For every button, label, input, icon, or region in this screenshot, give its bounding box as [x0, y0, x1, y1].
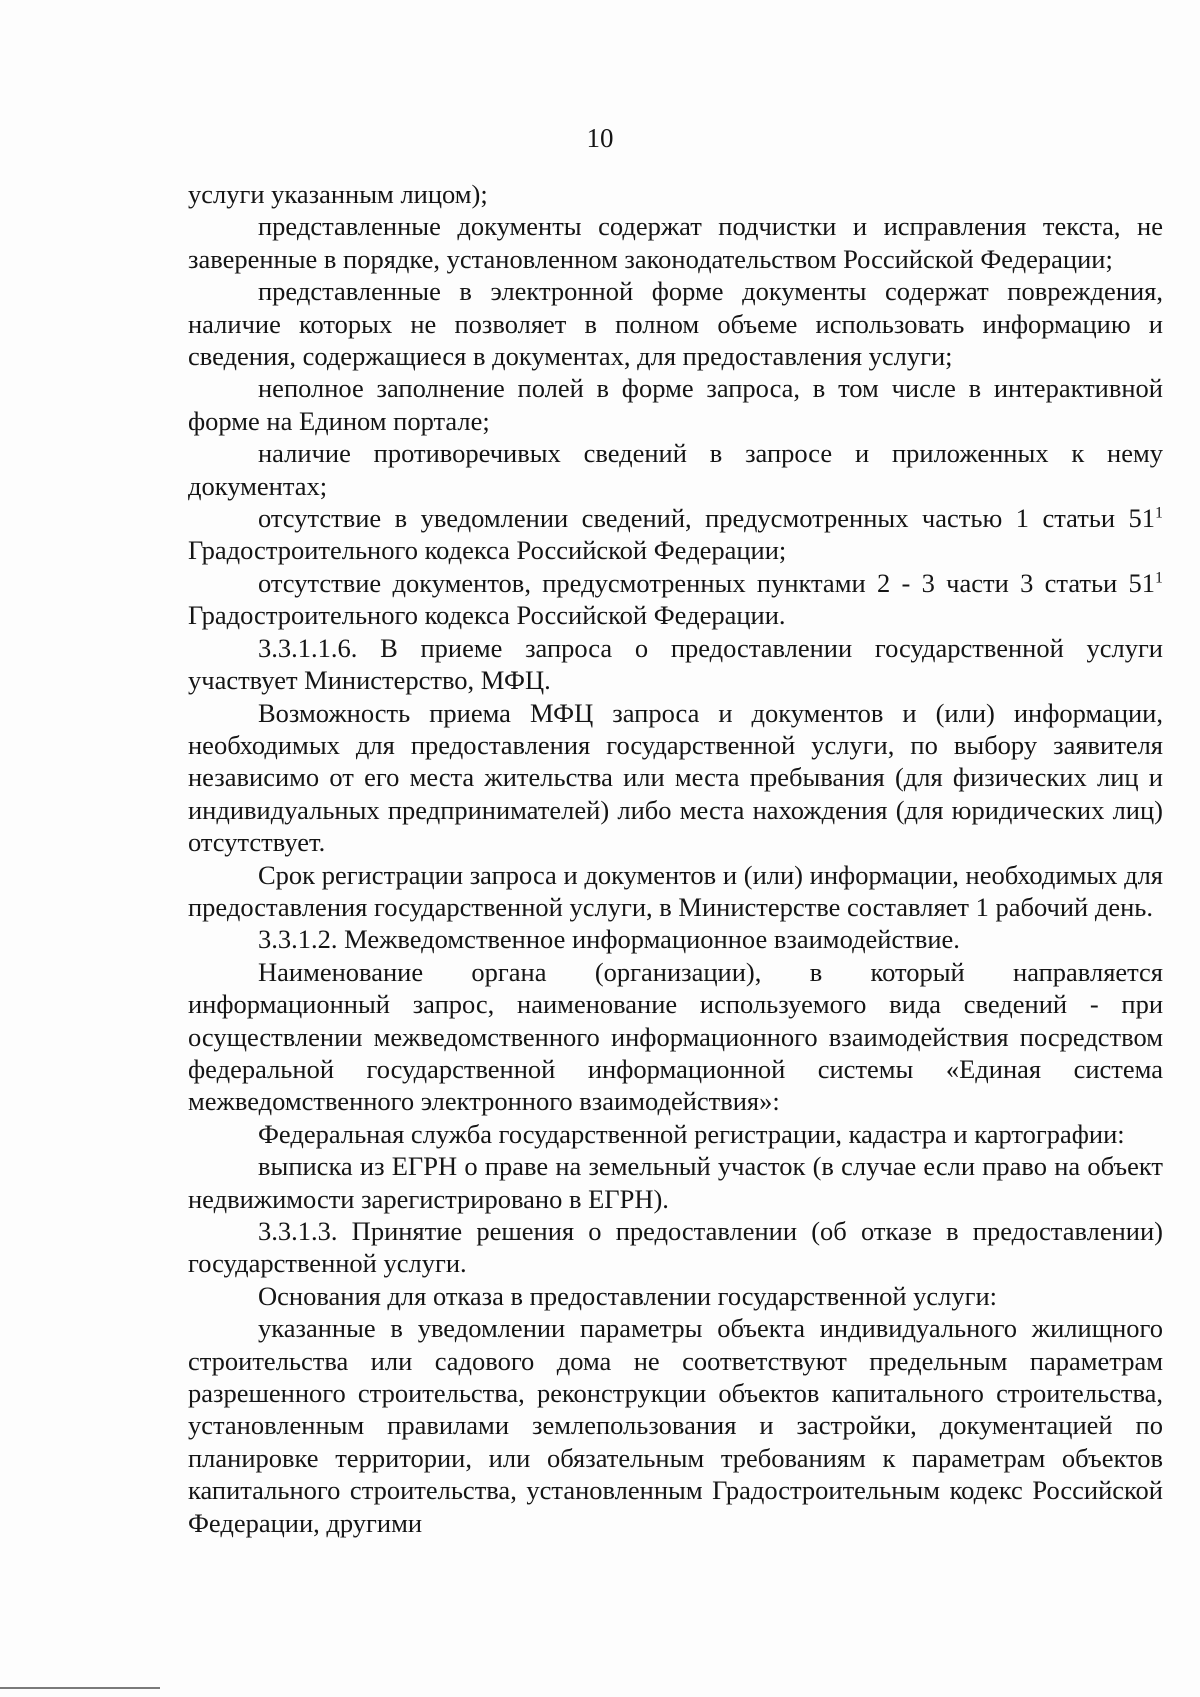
paragraph: 3.3.1.3. Принятие решения о предоставлении (об отказе в предоставлении) государственной услуги. — [188, 1216, 1163, 1279]
paragraph-text: отсутствие документов, предусмотренных пунктами 2 - 3 части 3 статьи 51 — [258, 567, 1156, 598]
paragraph-text: Градостроительного кодекса Российской Федерации; — [188, 535, 787, 566]
document-body — [188, 178, 1163, 1539]
paragraph: Основания для отказа в предоставлении государственной услуги: — [258, 1280, 998, 1311]
paragraph: представленные в электронной форме документы содержат повреждения, наличие которых не позволяет в полном объеме использовать информацию и сведения, содержащиеся в документах, для предоставления услуги; — [188, 276, 1163, 372]
paragraph: услуги указанным лицом); — [188, 179, 488, 209]
paragraph: Наименование органа (организации), в который направляется информационный запрос, наименование используемого вида сведений - при осуществлении межведомственного информационного взаимодействия посредством федеральной государственной информационной системы «Единая система межведомственного электронного взаимодействия»: — [188, 956, 1163, 1117]
paragraph: Срок регистрации запроса и документов и (или) информации, необходимых для предоставления государственной услуги, в Министерстве составляет 1 рабочий день. — [188, 859, 1163, 922]
paragraph-text: отсутствие в уведомлении сведений, предусмотренных частью 1 статьи 51 — [258, 503, 1156, 534]
paragraph — [188, 502, 1163, 567]
paragraph: Федеральная служба государственной регистрации, кадастра и картографии: — [258, 1118, 1125, 1149]
superscript: 1 — [1155, 569, 1163, 587]
paragraph: выписка из ЕГРН о праве на земельный участок (в случае если право на объект недвижимости зарегистрировано в ЕГРН). — [188, 1151, 1163, 1214]
paragraph: Возможность приема МФЦ запроса и документов и (или) информации, необходимых для предоставления государственной услуги, по выбору заявителя независимо от его места жительства или места пребывания (для физических лиц и индивидуальных предпринимателей) либо места нахождения (для юридических лиц) отсутствует. — [188, 697, 1163, 858]
page-number: 10 — [586, 123, 614, 153]
superscript: 1 — [1155, 504, 1163, 522]
paragraph: наличие противоречивых сведений в запросе и приложенных к нему документах; — [188, 438, 1163, 501]
paragraph: представленные документы содержат подчистки и исправления текста, не заверенные в порядке, установленном законодательством Российской Федерации; — [188, 211, 1163, 274]
paragraph-text: Градостроительного кодекса Российской Федерации. — [188, 600, 786, 631]
paragraph: неполное заполнение полей в форме запроса, в том числе в интерактивной форме на Едином портале; — [188, 373, 1163, 436]
paragraph — [188, 567, 1163, 632]
paragraph: указанные в уведомлении параметры объекта индивидуального жилищного строительства или садового дома не соответствуют предельным параметрам разрешенного строительства, реконструкции объектов капитального строительства, установленным правилами землепользования и застройки, документацией по планировке территории, или обязательным требованиям к параметрам объектов капитального строительства, установленным Градостроительным кодекс Российской Федерации, другими — [188, 1313, 1163, 1538]
paragraph: 3.3.1.2. Межведомственное информационное взаимодействие. — [258, 924, 960, 955]
paragraph: 3.3.1.1.6. В приеме запроса о предоставлении государственной услуги участвует Министерство, МФЦ. — [188, 632, 1163, 696]
scan-edge-line — [0, 1687, 160, 1689]
